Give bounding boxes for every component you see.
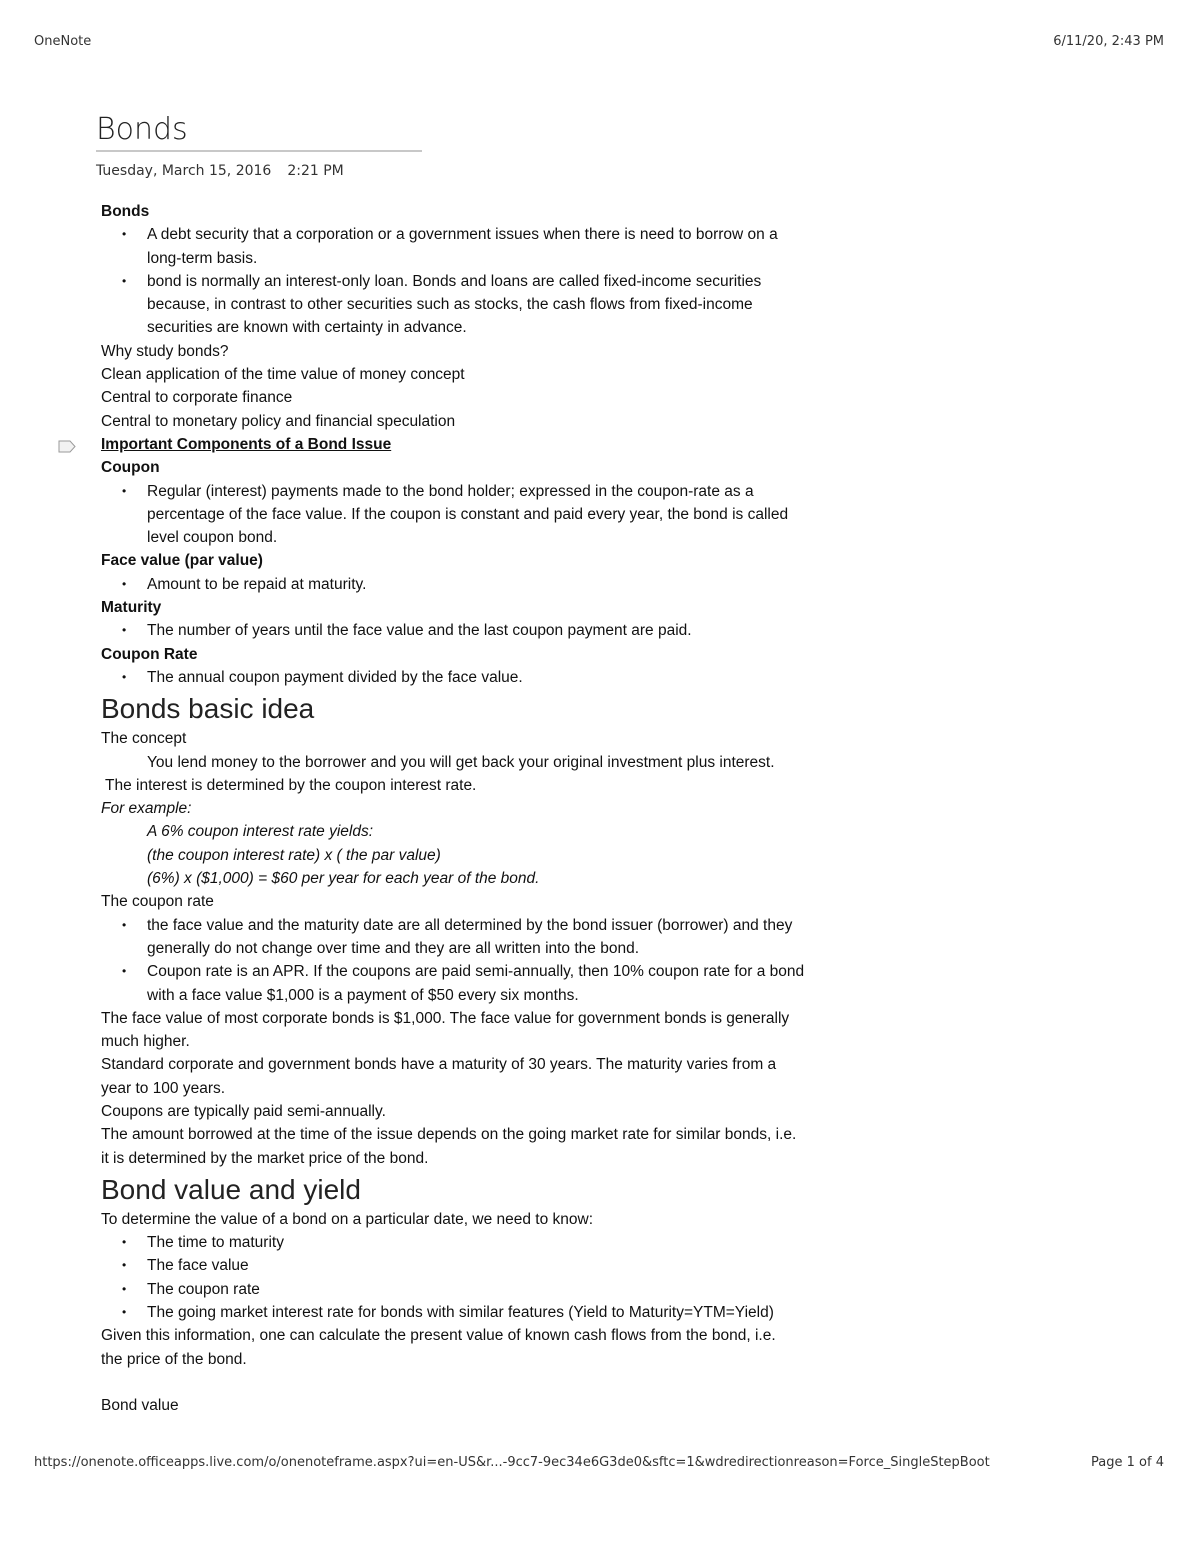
list-item-cont: generally do not change over time and they are all written into the bond. <box>147 939 640 957</box>
text-line: The face value of most corporate bonds is $1,000. The face value for government bonds is generally <box>101 1009 790 1027</box>
title-underline <box>96 150 422 152</box>
text-line: year to 100 years. <box>101 1079 226 1097</box>
list-item-cont: because, in contrast to other securities such as stocks, the cash flows from fixed-income <box>147 296 753 314</box>
note-datetime <box>96 163 344 179</box>
list-item-cont: with a face value $1,000 is a payment of $50 every six months. <box>147 986 579 1004</box>
list-item: • Regular (interest) payments made to the bond holder; expressed in the coupon-rate as a <box>101 480 921 503</box>
page-url[interactable]: https://onenote.officeapps.live.com/o/onenoteframe.aspx?ui=en-US&r...-9cc7-9ec34e6G3de0&sftc=1&wdredirectionreason=Force_SingleStepBoot <box>34 1455 990 1470</box>
section-heading: Bonds basic idea <box>101 693 315 725</box>
note-time: 2:21 PM <box>287 163 344 179</box>
spacer <box>101 1371 921 1394</box>
list-item: • The face value <box>101 1254 921 1277</box>
list-item-cont: securities are known with certainty in advance. <box>147 319 467 337</box>
text-line: Standard corporate and government bonds have a maturity of 30 years. The maturity varies from a <box>101 1056 777 1074</box>
section-heading: Bond value and yield <box>101 1173 361 1205</box>
subheading-coupon-rate: Coupon Rate <box>101 645 198 663</box>
text-line: You lend money to the borrower and you will get back your original investment plus interest. <box>147 753 775 771</box>
text-line: (6%) x ($1,000) = $60 per year for each year of the bond. <box>147 870 540 888</box>
note-body <box>101 200 921 1417</box>
text-line: the price of the bond. <box>101 1350 247 1368</box>
text-line: For example: <box>101 800 192 818</box>
text-line: The amount borrowed at the time of the issue depends on the going market rate for similar bonds, i.e. <box>101 1126 797 1144</box>
list-item: • The annual coupon payment divided by the face value. <box>101 666 921 689</box>
text-line: To determine the value of a bond on a particular date, we need to know: <box>101 1210 594 1228</box>
note-date: Tuesday, March 15, 2016 <box>96 163 272 179</box>
text-line: Given this information, one can calculate the present value of known cash flows from the bond, i.e. <box>101 1327 776 1345</box>
list-item-cont: level coupon bond. <box>147 529 278 547</box>
text-line: A 6% coupon interest rate yields: <box>147 823 374 841</box>
list-item: • bond is normally an interest-only loan. Bonds and loans are called fixed-income securities <box>101 270 921 293</box>
page-number: Page 1 of 4 <box>1091 1455 1164 1470</box>
text-line: Bond value <box>101 1396 179 1414</box>
text-line: Coupons are typically paid semi-annually. <box>101 1102 386 1120</box>
text-line: (the coupon interest rate) x ( the par value) <box>147 846 441 864</box>
text-line: The concept <box>101 730 187 748</box>
list-item-cont: percentage of the face value. If the coupon is constant and paid every year, the bond is called <box>147 505 789 523</box>
components-heading: Important Components of a Bond Issue <box>101 435 392 453</box>
list-item: • The going market interest rate for bonds with similar features (Yield to Maturity=YTM=Yield) <box>101 1301 921 1324</box>
list-item: • The coupon rate <box>101 1278 921 1301</box>
list-item: • The number of years until the face value and the last coupon payment are paid. <box>101 619 921 642</box>
text-line: Clean application of the time value of money concept <box>101 366 465 384</box>
subheading-coupon: Coupon <box>101 459 160 477</box>
text-line: it is determined by the market price of the bond. <box>101 1149 429 1167</box>
text-line: Central to monetary policy and financial speculation <box>101 412 456 430</box>
subheading-maturity: Maturity <box>101 599 162 617</box>
app-name: OneNote <box>34 34 92 49</box>
print-datetime: 6/11/20, 2:43 PM <box>1053 34 1164 49</box>
text-line: The coupon rate <box>101 893 214 911</box>
text-line: much higher. <box>101 1033 190 1051</box>
list-item: • The time to maturity <box>101 1231 921 1254</box>
page-title: Bonds <box>96 112 188 147</box>
note-tag-icon[interactable] <box>58 440 76 453</box>
text-line: Why study bonds? <box>101 342 229 360</box>
subheading-face-value: Face value (par value) <box>101 552 263 570</box>
text-line: Central to corporate finance <box>101 389 293 407</box>
section-heading: Bonds <box>101 203 150 220</box>
text-line: The interest is determined by the coupon interest rate. <box>101 776 477 794</box>
list-item: • Amount to be repaid at maturity. <box>101 573 921 596</box>
list-item-cont: long-term basis. <box>147 249 258 267</box>
list-item: • A debt security that a corporation or a government issues when there is need to borrow on a <box>101 223 921 246</box>
list-item: • Coupon rate is an APR. If the coupons are paid semi-annually, then 10% coupon rate for a bond <box>101 960 921 983</box>
list-item: • the face value and the maturity date are all determined by the bond issuer (borrower) and they <box>101 914 921 937</box>
